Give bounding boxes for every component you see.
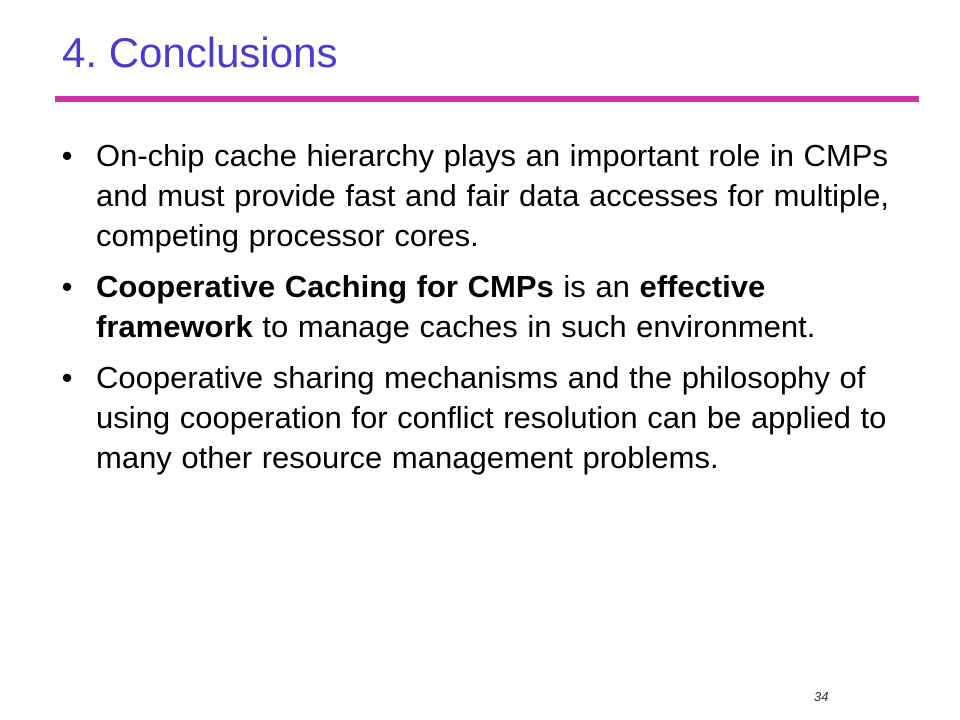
bullet-list (57, 136, 917, 489)
bullet-segment: On-chip cache hierarchy plays an important role in CMPs and must provide fast and fair data accesses for multiple, competing processor cores. (96, 138, 890, 253)
bullet-segment: Cooperative sharing mechanisms and the philosophy of using cooperation for conflict resolution can be applied to many other resource management problems. (96, 360, 887, 475)
bullet-text (96, 138, 889, 253)
bullet-item (57, 267, 917, 347)
bullet-text (96, 360, 886, 475)
slide-title: 4. Conclusions (62, 29, 338, 76)
bullet-item (57, 358, 917, 478)
page-number: 34 (814, 689, 829, 704)
bullet-dot-icon: • (61, 269, 73, 304)
bullet-dot-icon: • (61, 138, 73, 173)
bullet-segment: is an (553, 269, 640, 304)
bullet-text (96, 269, 815, 344)
bullet-item (57, 136, 917, 256)
bullet-dot-icon: • (61, 360, 73, 395)
title-underline-rule (55, 96, 919, 102)
bullet-segment: to manage caches in such environment. (252, 309, 816, 344)
bullet-segment-bold: Cooperative Caching for CMPs (96, 269, 554, 304)
bullet-segment-bold: effective framework (96, 269, 766, 344)
